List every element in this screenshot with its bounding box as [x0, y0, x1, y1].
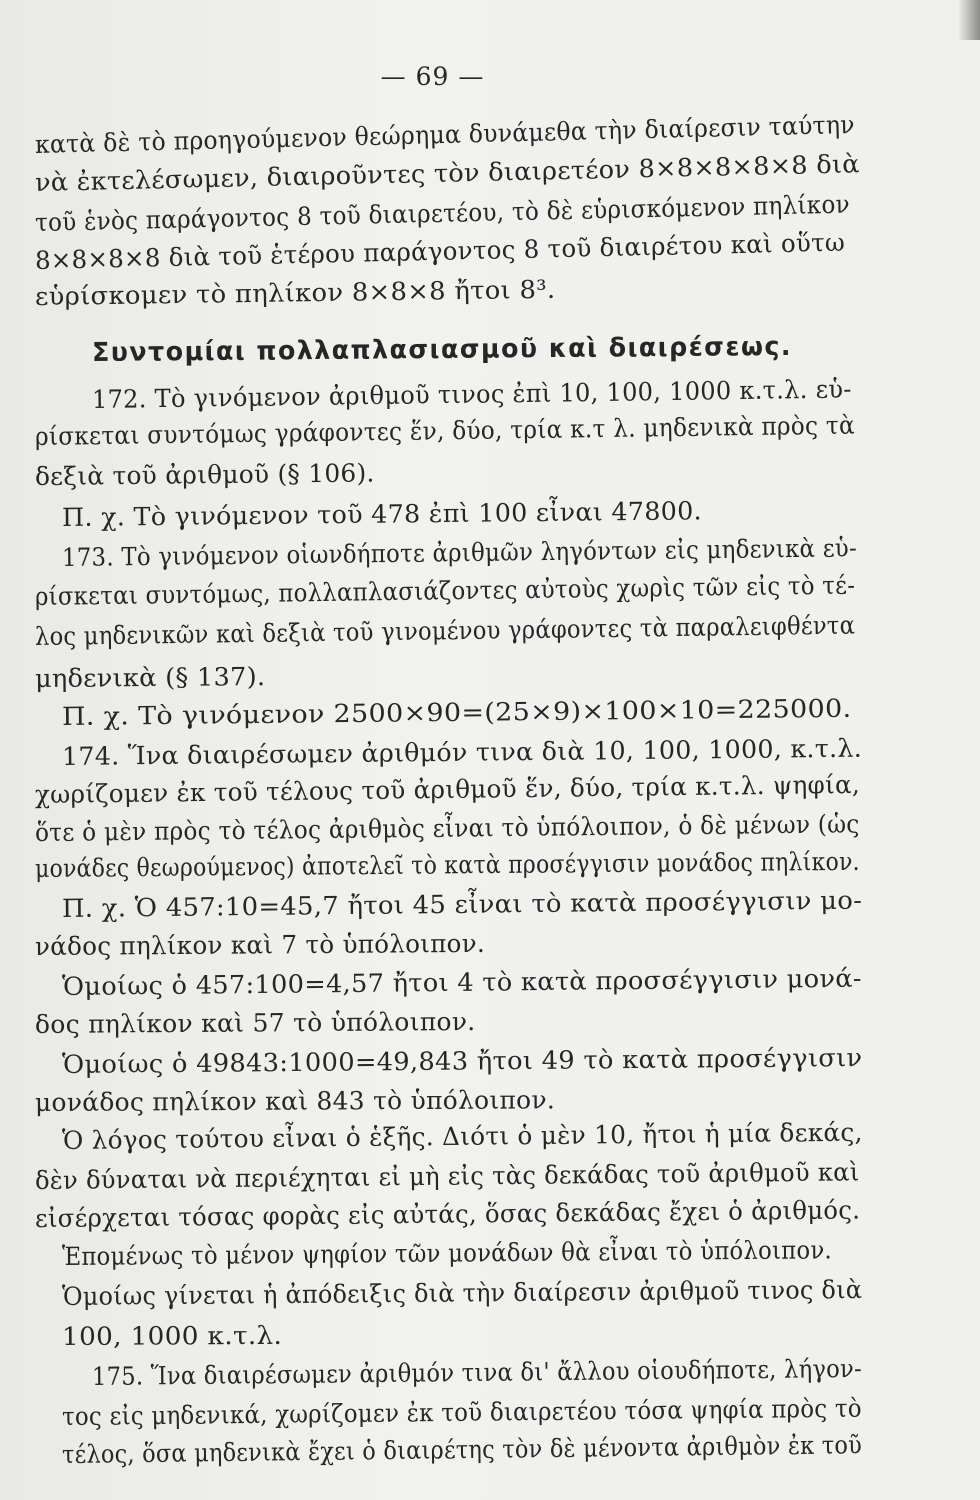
text-line: 174. Ἵνα διαιρέσωμεν ἀριθμόν τινα διὰ 10, 100, 1000, κ.τ.λ. — [61, 733, 863, 771]
text-line: Ἑπομένως τὸ μένον ψηφίον τῶν μονάδων θὰ εἶναι τὸ ὑπόλοιπον. — [61, 1235, 833, 1271]
text-line: Π. χ. Τὸ γινόμενον τοῦ 478 ἐπὶ 100 εἶναι 47800. — [61, 496, 703, 532]
text-line: τέλος, ὅσα μηδενικὰ ἔχει ὁ διαιρέτης τὸν δὲ μένοντα ἀριθμὸν ἐκ τοῦ — [61, 1430, 863, 1469]
text-line: νὰ ἐκτελέσωμεν, διαιροῦντες τὸν διαιρετέον 8×8×8×8×8 διὰ — [34, 149, 861, 197]
text-line: τοῦ ἑνὸς παράγοντος 8 τοῦ διαιρετέου, τὸ δὲ εὑρισκόμενον πηλίκον — [34, 189, 851, 237]
text-line: μονάδες θεωρούμενος) ἀποτελεῖ τὸ κατὰ προσέγγισιν μονάδος πηλίκον. — [34, 846, 860, 883]
text-line: δος πηλίκον καὶ 57 τὸ ὑπόλοιπον. — [34, 1006, 476, 1039]
text-line: ὅτε ὁ μὲν πρὸς τὸ τέλος ἀριθμὸς εἶναι τὸ ὑπόλοιπον, ὁ δὲ μένων (ὡς — [34, 809, 860, 847]
text-line: κατὰ δὲ τὸ προηγούμενον θεώρημα δυνάμεθα τὴν διαίρεσιν ταύτην — [34, 109, 856, 159]
text-line: εὑρίσκομεν τὸ πηλίκον 8×8×8 ἤτοι 8³. — [34, 274, 556, 311]
text-line: δεξιὰ τοῦ ἀριθμοῦ (§ 106). — [34, 458, 375, 491]
text-line: Π. χ. Ὁ 457:10=45,7 ἤτοι 45 εἶναι τὸ κατὰ προσέγγισιν μο- — [61, 885, 863, 923]
page-edge-shadow — [958, 0, 980, 40]
text-line: χωρίζομεν ἐκ τοῦ τέλους τοῦ ἀριθμοῦ ἕν, δύο, τρία κ.τ.λ. ψηφία, — [34, 769, 861, 809]
text-line: 100, 1000 κ.τ.λ. — [61, 1320, 283, 1351]
text-line: 175. Ἵνα διαιρέσωμεν ἀριθμόν τινα δι' ἄλλου οἱουδήποτε, λήγον- — [91, 1353, 863, 1391]
text-line: Ὁ λόγος τούτου εἶναι ὁ ἑξῆς. Διότι ὁ μὲν 10, ἤτοι ἡ μία δεκάς, — [61, 1117, 863, 1155]
text-line: Π. χ. Τὸ γινόμενον 2500×90=(25×9)×100×10=225000. — [61, 693, 852, 731]
text-line: Ὁμοίως ὁ 457:100=4,57 ἤτοι 4 τὸ κατὰ προσσέγγισιν μονά- — [61, 963, 862, 1001]
section-heading: Συντομίαι πολλαπλασιασμοῦ καὶ διαιρέσεως. — [91, 331, 793, 368]
text-line: ρίσκεται συντόμως, πολλαπλασιάζοντες αὐτοὺς χωρὶς τῶν εἰς τὸ τέ- — [34, 570, 856, 611]
text-line: μηδενικὰ (§ 137). — [34, 661, 266, 693]
text-line: Ὁμοίως ὁ 49843:1000=49,843 ἤτοι 49 τὸ κατὰ προσέγγισιν — [61, 1043, 863, 1079]
text-line: λος μηδενικῶν καὶ δεξιὰ τοῦ γινομένου γράφοντες τὰ παραλειφθέντα — [34, 610, 856, 651]
text-line: ρίσκεται συντόμως γράφοντες ἕν, δύο, τρία κ.τ λ. μηδενικὰ πρὸς τὰ — [34, 410, 856, 451]
text-line: Ὁμοίως γίνεται ἡ ἀπόδειξις διὰ τὴν διαίρεσιν ἀριθμοῦ τινος διὰ — [61, 1275, 863, 1311]
text-line: δὲν δύναται νὰ περιέχηται εἰ μὴ εἰς τὰς δεκάδας τοῦ ἀριθμοῦ καὶ — [34, 1157, 860, 1195]
text-line: 8×8×8×8 διὰ τοῦ ἑτέρου παράγοντος 8 τοῦ διαιρέτου καὶ οὕτω — [34, 227, 846, 275]
text-line: 173. Τὸ γινόμενον οἱωνδήποτε ἀριθμῶν ληγόντων εἰς μηδενικὰ εὑ- — [61, 533, 858, 572]
text-line: τος εἰς μηδενικά, χωρίζομεν ἐκ τοῦ διαιρετέου τόσα ψηφία πρὸς τὸ — [61, 1393, 862, 1431]
text-line: μονάδος πηλίκον καὶ 843 τὸ ὑπόλοιπον. — [34, 1085, 556, 1117]
text-line: 172. Τὸ γινόμενον ἀριθμοῦ τινος ἐπὶ 10, 100, 1000 κ.τ.λ. εὑ- — [91, 374, 852, 414]
page-number: — 69 — — [380, 62, 485, 91]
text-line: εἰσέρχεται τόσας φορὰς εἰς αὐτάς, ὅσας δεκάδας ἔχει ὁ ἀριθμός. — [34, 1195, 861, 1233]
text-line: νάδος πηλίκον καὶ 7 τὸ ὑπόλοιπον. — [34, 928, 486, 961]
